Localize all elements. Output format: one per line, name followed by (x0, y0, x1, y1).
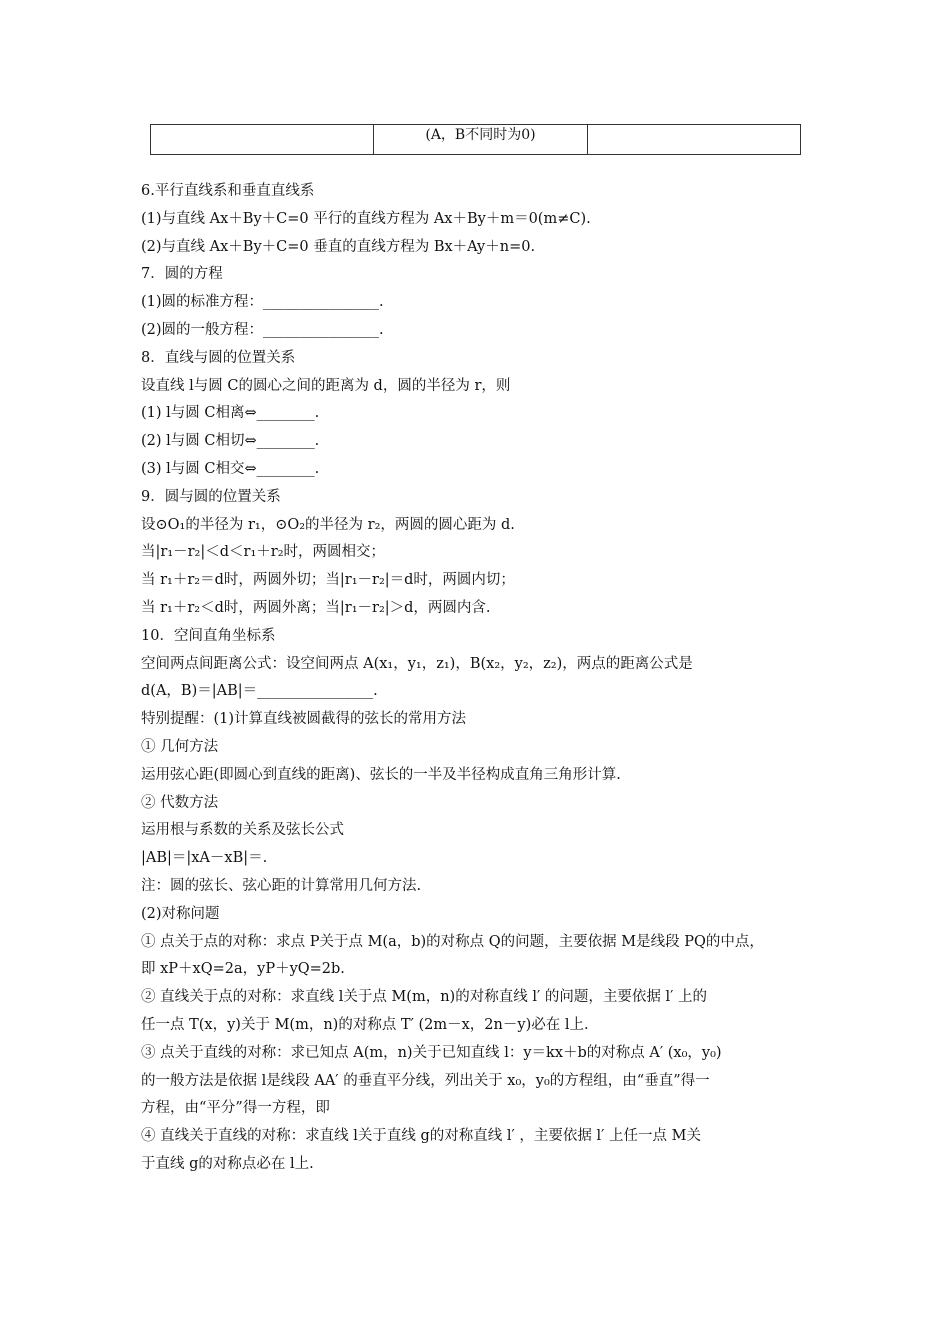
text-line: d(A，B)＝|AB|＝________________. (141, 683, 378, 700)
text-line: 运用根与系数的关系及弦长公式 (141, 822, 344, 839)
text-line: (2)圆的一般方程：________________. (141, 321, 384, 338)
text-line: 设⊙O₁的半径为 r₁，⊙O₂的半径为 r₂，两圆的圆心距为 d. (141, 516, 515, 533)
text-line: (1)圆的标准方程：________________. (141, 294, 384, 311)
document-body (141, 178, 821, 1179)
section-heading-9: 9．圆与圆的位置关系 (141, 488, 281, 505)
section-heading-6: 6.平行直线系和垂直直线系 (141, 183, 315, 199)
text-line: 任一点 T(x，y)关于 M(m，n)的对称点 T′ (2m－x，2n－y)必在 l上. (141, 1016, 589, 1033)
formula-table-fragment (150, 124, 801, 155)
text-line: 特别提醒：(1)计算直线被圆截得的弦长的常用方法 (141, 711, 467, 728)
section-heading-8: 8．直线与圆的位置关系 (141, 349, 296, 366)
table-cell (588, 125, 801, 155)
text-line: ② 直线关于点的对称：求直线 l关于点 M(m，n)的对称直线 l′ 的问题，主要依据 l′ 上的 (141, 989, 708, 1006)
text-line: ① 点关于点的对称：求点 P关于点 M(a，b)的对称点 Q的问题，主要依据 M是线段 PQ的中点， (141, 933, 764, 950)
table-cell: (A，B不同时为0) (373, 125, 588, 155)
text-line: (2)与直线 Ax＋By＋C=0 垂直的直线方程为 Bx＋Ay＋n=0. (141, 238, 536, 255)
text-line: 注：圆的弦长、弦心距的计算常用几何方法. (141, 877, 422, 894)
section-heading-10: 10．空间直角坐标系 (141, 627, 276, 644)
text-line: 当|r₁－r₂|＜d＜r₁＋r₂时，两圆相交； (141, 544, 386, 561)
text-line: ④ 直线关于直线的对称：求直线 l关于直线 g的对称直线 l′ ，主要依据 l′ 上任一点 M关 (141, 1128, 701, 1145)
text-line: 即 xP＋xQ=2a，yP＋yQ=2b. (141, 961, 345, 978)
table-cell (151, 125, 374, 155)
text-line: (1)与直线 Ax＋By＋C=0 平行的直线方程为 Ax＋By＋m＝0(m≠C). (141, 210, 591, 227)
text-line: 方程，由“平分”得一方程，即 (141, 1100, 330, 1117)
text-line: (2) l与圆 C相切⇔________. (141, 433, 320, 450)
text-line: |AB|＝|xA－xB|＝. (141, 850, 268, 867)
text-line: (3) l与圆 C相交⇔________. (141, 460, 320, 477)
text-line: 的一般方法是依据 l是线段 AA′ 的垂直平分线，列出关于 x₀，y₀的方程组，由“垂直”得一 (141, 1072, 710, 1089)
text-line: (2)对称问题 (141, 905, 220, 922)
text-line: 于直线 g的对称点必在 l上. (141, 1155, 314, 1172)
text-line: ① 几何方法 (141, 738, 219, 755)
table-row (151, 125, 801, 155)
section-heading-7: 7．圆的方程 (141, 266, 223, 283)
text-line: 空间两点间距离公式：设空间两点 A(x₁，y₁，z₁)，B(x₂，y₂，z₂)，两点的距离公式是 (141, 655, 693, 672)
text-line: 当 r₁＋r₂＜d时，两圆外离；当|r₁－r₂|＞d，两圆内含. (141, 599, 491, 616)
text-line: (1) l与圆 C相离⇔________. (141, 405, 320, 422)
text-line: 运用弦心距(即圆心到直线的距离)、弦长的一半及半径构成直角三角形计算. (141, 766, 621, 783)
text-line: 设直线 l与圆 C的圆心之间的距离为 d，圆的半径为 r，则 (141, 377, 511, 394)
text-line: ② 代数方法 (141, 794, 219, 811)
text-line: 当 r₁＋r₂＝d时，两圆外切；当|r₁－r₂|＝d时，两圆内切； (141, 572, 515, 589)
text-line: ③ 点关于直线的对称：求已知点 A(m，n)关于已知直线 l：y＝kx＋b的对称点 A′ (x₀，y₀) (141, 1044, 722, 1061)
